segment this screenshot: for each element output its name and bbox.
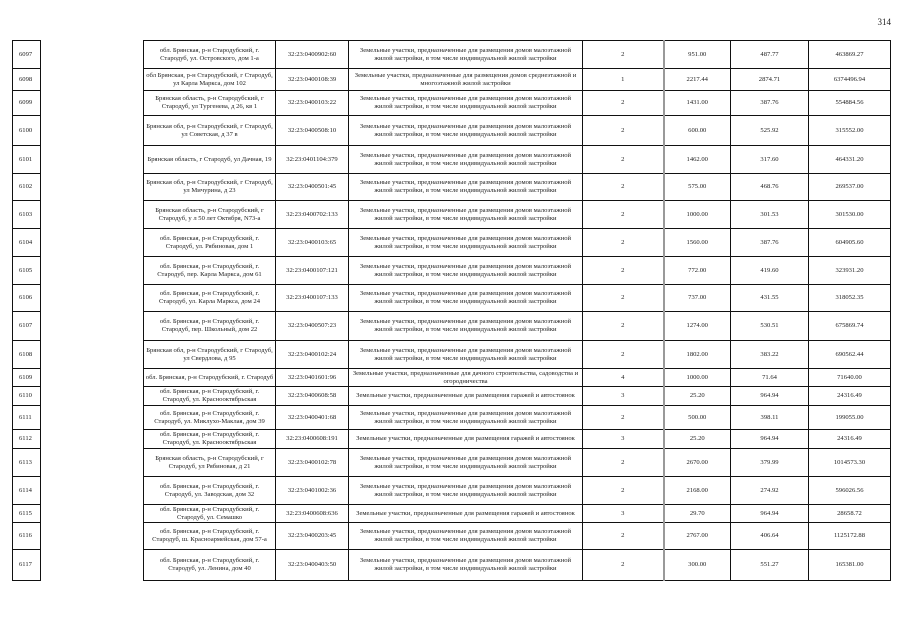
rate-cell: 387.76 <box>731 229 809 257</box>
area-cell: 500.00 <box>664 406 731 430</box>
cadastral-value-cell: 24316.49 <box>809 387 891 406</box>
group-cell: 2 <box>583 341 664 369</box>
spacer-cell <box>41 449 144 477</box>
land-purpose-cell: Земельные участки, предназначенные для размещения домов малоэтажной жилой застройки, в том числе индивидуальной жилой застройки <box>349 312 583 341</box>
address-cell: Брянская обл, р-н Стародубский, г Стародуб, ул Советская, д 37 в <box>144 116 276 146</box>
group-cell: 3 <box>583 387 664 406</box>
table-row <box>13 174 891 201</box>
rate-cell: 530.51 <box>731 312 809 341</box>
table-row <box>13 146 891 174</box>
cadastral-number-cell: 32:23:0400507:23 <box>276 312 349 341</box>
rate-cell: 964.94 <box>731 387 809 406</box>
land-purpose-cell: Земельные участки, предназначенные для размещения домов малоэтажной жилой застройки, в том числе индивидуальной жилой застройки <box>349 257 583 285</box>
cadastral-number-cell: 32:23:0400107:121 <box>276 257 349 285</box>
land-purpose-cell: Земельные участки, предназначенные для размещения домов малоэтажной жилой застройки, в том числе индивидуальной жилой застройки <box>349 229 583 257</box>
spacer-cell <box>41 174 144 201</box>
cadastral-value-cell: 269537.00 <box>809 174 891 201</box>
spacer-cell <box>41 387 144 406</box>
land-purpose-cell: Земельные участки, предназначенные для размещения домов малоэтажной жилой застройки, в том числе индивидуальной жилой застройки <box>349 146 583 174</box>
land-purpose-cell: Земельные участки, предназначенные для размещения домов малоэтажной жилой застройки, в том числе индивидуальной жилой застройки <box>349 550 583 581</box>
rate-cell: 71.64 <box>731 369 809 387</box>
group-cell: 1 <box>583 69 664 91</box>
row-id: 6100 <box>13 116 41 146</box>
rate-cell: 379.99 <box>731 449 809 477</box>
cadastral-number-cell: 32:23:0400702:133 <box>276 201 349 229</box>
table-row <box>13 229 891 257</box>
rate-cell: 964.94 <box>731 505 809 523</box>
table-row <box>13 257 891 285</box>
address-cell: обл Брянская, р-н Стародубский, г Стародуб, ул Карла Маркса, дом 102 <box>144 69 276 91</box>
spacer-cell <box>41 229 144 257</box>
table-row <box>13 523 891 550</box>
address-cell: Брянская область, р-н Стародубский, г Стародуб, у л 50 лет Октября, N73-а <box>144 201 276 229</box>
row-id: 6105 <box>13 257 41 285</box>
area-cell: 2168.00 <box>664 477 731 505</box>
group-cell: 2 <box>583 174 664 201</box>
row-id: 6099 <box>13 91 41 116</box>
row-id: 6106 <box>13 285 41 312</box>
cadastral-value-cell: 315552.00 <box>809 116 891 146</box>
cadastral-value-cell: 690562.44 <box>809 341 891 369</box>
area-cell: 575.00 <box>664 174 731 201</box>
row-id: 6115 <box>13 505 41 523</box>
area-cell: 300.00 <box>664 550 731 581</box>
table-row <box>13 201 891 229</box>
land-purpose-cell: Земельные участки, предназначенные для размещения домов малоэтажной жилой застройки, в том числе индивидуальной жилой застройки <box>349 201 583 229</box>
area-cell: 600.00 <box>664 116 731 146</box>
area-cell: 1000.00 <box>664 369 731 387</box>
row-id: 6107 <box>13 312 41 341</box>
cadastral-value-table <box>12 40 891 581</box>
area-cell: 1802.00 <box>664 341 731 369</box>
table-row <box>13 369 891 387</box>
address-cell: обл. Брянская, р-н Стародубский, г. Стародуб, ул. Семашко <box>144 505 276 523</box>
spacer-cell <box>41 369 144 387</box>
table-row <box>13 341 891 369</box>
spacer-cell <box>41 285 144 312</box>
group-cell: 2 <box>583 312 664 341</box>
cadastral-number-cell: 32:23:0400103:65 <box>276 229 349 257</box>
table-row <box>13 116 891 146</box>
group-cell: 2 <box>583 201 664 229</box>
address-cell: обл. Брянская, р-н Стародубский, г. Стародуб, пер. Школьный, дом 22 <box>144 312 276 341</box>
spacer-cell <box>41 201 144 229</box>
cadastral-value-cell: 199055.00 <box>809 406 891 430</box>
land-purpose-cell: Земельные участки, предназначенные для размещения домов малоэтажной жилой застройки, в том числе индивидуальной жилой застройки <box>349 174 583 201</box>
table-row <box>13 69 891 91</box>
cadastral-value-cell: 24316.49 <box>809 430 891 449</box>
table-row <box>13 91 891 116</box>
address-cell: Брянская обл, р-н Стародубский, г Стародуб, ул Свердлова, д 95 <box>144 341 276 369</box>
land-purpose-cell: Земельные участки, предназначенные для размещения домов малоэтажной жилой застройки, в том числе индивидуальной жилой застройки <box>349 523 583 550</box>
spacer-cell <box>41 69 144 91</box>
cadastral-value-cell: 604905.60 <box>809 229 891 257</box>
land-purpose-cell: Земельные участки, предназначенные для размещения домов малоэтажной жилой застройки, в том числе индивидуальной жилой застройки <box>349 91 583 116</box>
area-cell: 29.70 <box>664 505 731 523</box>
cadastral-number-cell: 32:23:0400102:24 <box>276 341 349 369</box>
rate-cell: 274.92 <box>731 477 809 505</box>
area-cell: 772.00 <box>664 257 731 285</box>
row-id: 6098 <box>13 69 41 91</box>
land-purpose-cell: Земельные участки, предназначенные для дачного строительства, садоводства и огородничества <box>349 369 583 387</box>
area-cell: 1462.00 <box>664 146 731 174</box>
cadastral-number-cell: 32:23:0400107:133 <box>276 285 349 312</box>
row-id: 6097 <box>13 41 41 69</box>
spacer-cell <box>41 312 144 341</box>
row-id: 6104 <box>13 229 41 257</box>
cadastral-number-cell: 32:23:0400608:636 <box>276 505 349 523</box>
cadastral-value-cell: 464331.20 <box>809 146 891 174</box>
table-row <box>13 41 891 69</box>
row-id: 6112 <box>13 430 41 449</box>
spacer-cell <box>41 505 144 523</box>
address-cell: обл. Брянская, р-н Стародубский, г. Стародуб, ул. Островского, дом 1-а <box>144 41 276 69</box>
address-cell: обл. Брянская, р-н Стародубский, г. Стародуб, ул. Миклухо-Маклая, дом 39 <box>144 406 276 430</box>
spacer-cell <box>41 430 144 449</box>
area-cell: 2217.44 <box>664 69 731 91</box>
area-cell: 1000.00 <box>664 201 731 229</box>
cadastral-value-cell: 301530.00 <box>809 201 891 229</box>
address-cell: обл. Брянская, р-н Стародубский, г. Стародуб, ул. Краснооктябрьская <box>144 430 276 449</box>
address-cell: обл. Брянская, р-н Стародубский, г. Стародуб, ш. Красноармейская, дом 57-а <box>144 523 276 550</box>
cadastral-value-cell: 71640.00 <box>809 369 891 387</box>
table-row <box>13 285 891 312</box>
cadastral-number-cell: 32:23:0400501:45 <box>276 174 349 201</box>
rate-cell: 525.92 <box>731 116 809 146</box>
cadastral-number-cell: 32:23:0400103:22 <box>276 91 349 116</box>
cadastral-number-cell: 32:23:0401002:36 <box>276 477 349 505</box>
cadastral-number-cell: 32:23:0400108:39 <box>276 69 349 91</box>
table-row <box>13 477 891 505</box>
group-cell: 3 <box>583 505 664 523</box>
address-cell: Брянская область, р-н Стародубский, г Стародуб, ул Рябиновая, д 21 <box>144 449 276 477</box>
cadastral-number-cell: 32:23:0400508:10 <box>276 116 349 146</box>
rate-cell: 551.27 <box>731 550 809 581</box>
row-id: 6110 <box>13 387 41 406</box>
address-cell: Брянская область, г Стародуб, ул Дачная, 19 <box>144 146 276 174</box>
rate-cell: 2874.71 <box>731 69 809 91</box>
row-id: 6117 <box>13 550 41 581</box>
land-purpose-cell: Земельные участки, предназначенные для размещения домов малоэтажной жилой застройки, в том числе индивидуальной жилой застройки <box>349 285 583 312</box>
address-cell: обл. Брянская, р-н Стародубский, г. Стародуб, ул. Заводская, дом 32 <box>144 477 276 505</box>
rate-cell: 387.76 <box>731 91 809 116</box>
row-id: 6109 <box>13 369 41 387</box>
spacer-cell <box>41 550 144 581</box>
address-cell: Брянская область, р-н Стародубский, г Стародуб, ул Тургенева, д 26, кв 1 <box>144 91 276 116</box>
rate-cell: 431.55 <box>731 285 809 312</box>
spacer-cell <box>41 523 144 550</box>
rate-cell: 419.60 <box>731 257 809 285</box>
address-cell: обл. Брянская, р-н Стародубский, г. Стародуб, пер. Карла Маркса, дом 61 <box>144 257 276 285</box>
group-cell: 3 <box>583 430 664 449</box>
area-cell: 737.00 <box>664 285 731 312</box>
group-cell: 2 <box>583 229 664 257</box>
cadastral-number-cell: 32:23:0400203:45 <box>276 523 349 550</box>
cadastral-number-cell: 32:23:0400902:60 <box>276 41 349 69</box>
cadastral-number-cell: 32:23:0400608:191 <box>276 430 349 449</box>
group-cell: 2 <box>583 449 664 477</box>
address-cell: обл. Брянская, р-н Стародубский, г. Стародуб, ул. Ленина, дом 40 <box>144 550 276 581</box>
address-cell: обл. Брянская, р-н Стародубский, г. Стародуб, ул. Краснооктябрьская <box>144 387 276 406</box>
land-purpose-cell: Земельные участки, предназначенные для размещения гаражей и автостоянок <box>349 430 583 449</box>
row-id: 6103 <box>13 201 41 229</box>
table-row <box>13 449 891 477</box>
group-cell: 2 <box>583 41 664 69</box>
cadastral-value-cell: 675869.74 <box>809 312 891 341</box>
land-purpose-cell: Земельные участки, предназначенные для размещения домов малоэтажной жилой застройки, в том числе индивидуальной жилой застройки <box>349 406 583 430</box>
land-purpose-cell: Земельные участки, предназначенные для размещения домов среднеэтажной и многоэтажной жилой застройки <box>349 69 583 91</box>
area-cell: 1560.00 <box>664 229 731 257</box>
land-purpose-cell: Земельные участки, предназначенные для размещения домов малоэтажной жилой застройки, в том числе индивидуальной жилой застройки <box>349 449 583 477</box>
rate-cell: 317.60 <box>731 146 809 174</box>
rate-cell: 406.64 <box>731 523 809 550</box>
land-purpose-cell: Земельные участки, предназначенные для размещения гаражей и автостоянок <box>349 387 583 406</box>
row-id: 6113 <box>13 449 41 477</box>
table-row <box>13 406 891 430</box>
group-cell: 2 <box>583 257 664 285</box>
area-cell: 951.00 <box>664 41 731 69</box>
spacer-cell <box>41 477 144 505</box>
group-cell: 2 <box>583 91 664 116</box>
land-purpose-cell: Земельные участки, предназначенные для размещения домов малоэтажной жилой застройки, в том числе индивидуальной жилой застройки <box>349 116 583 146</box>
cadastral-value-cell: 318052.35 <box>809 285 891 312</box>
spacer-cell <box>41 116 144 146</box>
spacer-cell <box>41 146 144 174</box>
cadastral-number-cell: 32:23:0400102:78 <box>276 449 349 477</box>
cadastral-value-cell: 1125172.88 <box>809 523 891 550</box>
cadastral-number-cell: 32:23:0401601:96 <box>276 369 349 387</box>
rate-cell: 964.94 <box>731 430 809 449</box>
area-cell: 1274.00 <box>664 312 731 341</box>
rate-cell: 398.11 <box>731 406 809 430</box>
cadastral-value-cell: 323931.20 <box>809 257 891 285</box>
spacer-cell <box>41 257 144 285</box>
rate-cell: 487.77 <box>731 41 809 69</box>
table-row <box>13 312 891 341</box>
cadastral-value-cell: 6374496.94 <box>809 69 891 91</box>
cadastral-value-cell: 165381.00 <box>809 550 891 581</box>
area-cell: 25.20 <box>664 430 731 449</box>
cadastral-value-cell: 596026.56 <box>809 477 891 505</box>
cadastral-value-cell: 1014573.30 <box>809 449 891 477</box>
area-cell: 25.20 <box>664 387 731 406</box>
cadastral-number-cell: 32:23:0400403:50 <box>276 550 349 581</box>
cadastral-value-cell: 554884.56 <box>809 91 891 116</box>
land-purpose-cell: Земельные участки, предназначенные для размещения домов малоэтажной жилой застройки, в том числе индивидуальной жилой застройки <box>349 477 583 505</box>
cadastral-number-cell: 32:23:0400608:58 <box>276 387 349 406</box>
area-cell: 1431.00 <box>664 91 731 116</box>
spacer-cell <box>41 41 144 69</box>
area-cell: 2670.00 <box>664 449 731 477</box>
address-cell: обл. Брянская, р-н Стародубский, г. Стародуб <box>144 369 276 387</box>
row-id: 6111 <box>13 406 41 430</box>
rate-cell: 383.22 <box>731 341 809 369</box>
cadastral-number-cell: 32:23:0400401:68 <box>276 406 349 430</box>
row-id: 6101 <box>13 146 41 174</box>
land-purpose-cell: Земельные участки, предназначенные для размещения домов малоэтажной жилой застройки, в том числе индивидуальной жилой застройки <box>349 341 583 369</box>
group-cell: 2 <box>583 285 664 312</box>
row-id: 6108 <box>13 341 41 369</box>
group-cell: 4 <box>583 369 664 387</box>
spacer-cell <box>41 406 144 430</box>
row-id: 6116 <box>13 523 41 550</box>
area-cell: 2767.00 <box>664 523 731 550</box>
address-cell: Брянская обл, р-н Стародубский, г Стародуб, ул Мичурина, д 23 <box>144 174 276 201</box>
table-row <box>13 505 891 523</box>
row-id: 6114 <box>13 477 41 505</box>
group-cell: 2 <box>583 523 664 550</box>
table-row <box>13 550 891 581</box>
table-row <box>13 387 891 406</box>
group-cell: 2 <box>583 477 664 505</box>
cadastral-value-cell: 28658.72 <box>809 505 891 523</box>
rate-cell: 301.53 <box>731 201 809 229</box>
spacer-cell <box>41 341 144 369</box>
address-cell: обл. Брянская, р-н Стародубский, г. Стародуб, ул. Рябиновая, дом 1 <box>144 229 276 257</box>
cadastral-number-cell: 32:23:0401104:379 <box>276 146 349 174</box>
group-cell: 2 <box>583 116 664 146</box>
land-purpose-cell: Земельные участки, предназначенные для размещения домов малоэтажной жилой застройки, в том числе индивидуальной жилой застройки <box>349 41 583 69</box>
address-cell: обл. Брянская, р-н Стародубский, г. Стародуб, ул. Карла Маркса, дом 24 <box>144 285 276 312</box>
table-row <box>13 430 891 449</box>
group-cell: 2 <box>583 406 664 430</box>
group-cell: 2 <box>583 146 664 174</box>
land-purpose-cell: Земельные участки, предназначенные для размещения гаражей и автостоянок <box>349 505 583 523</box>
spacer-cell <box>41 91 144 116</box>
rate-cell: 468.76 <box>731 174 809 201</box>
group-cell: 2 <box>583 550 664 581</box>
row-id: 6102 <box>13 174 41 201</box>
cadastral-value-cell: 463869.27 <box>809 41 891 69</box>
page-number: 314 <box>877 17 891 27</box>
